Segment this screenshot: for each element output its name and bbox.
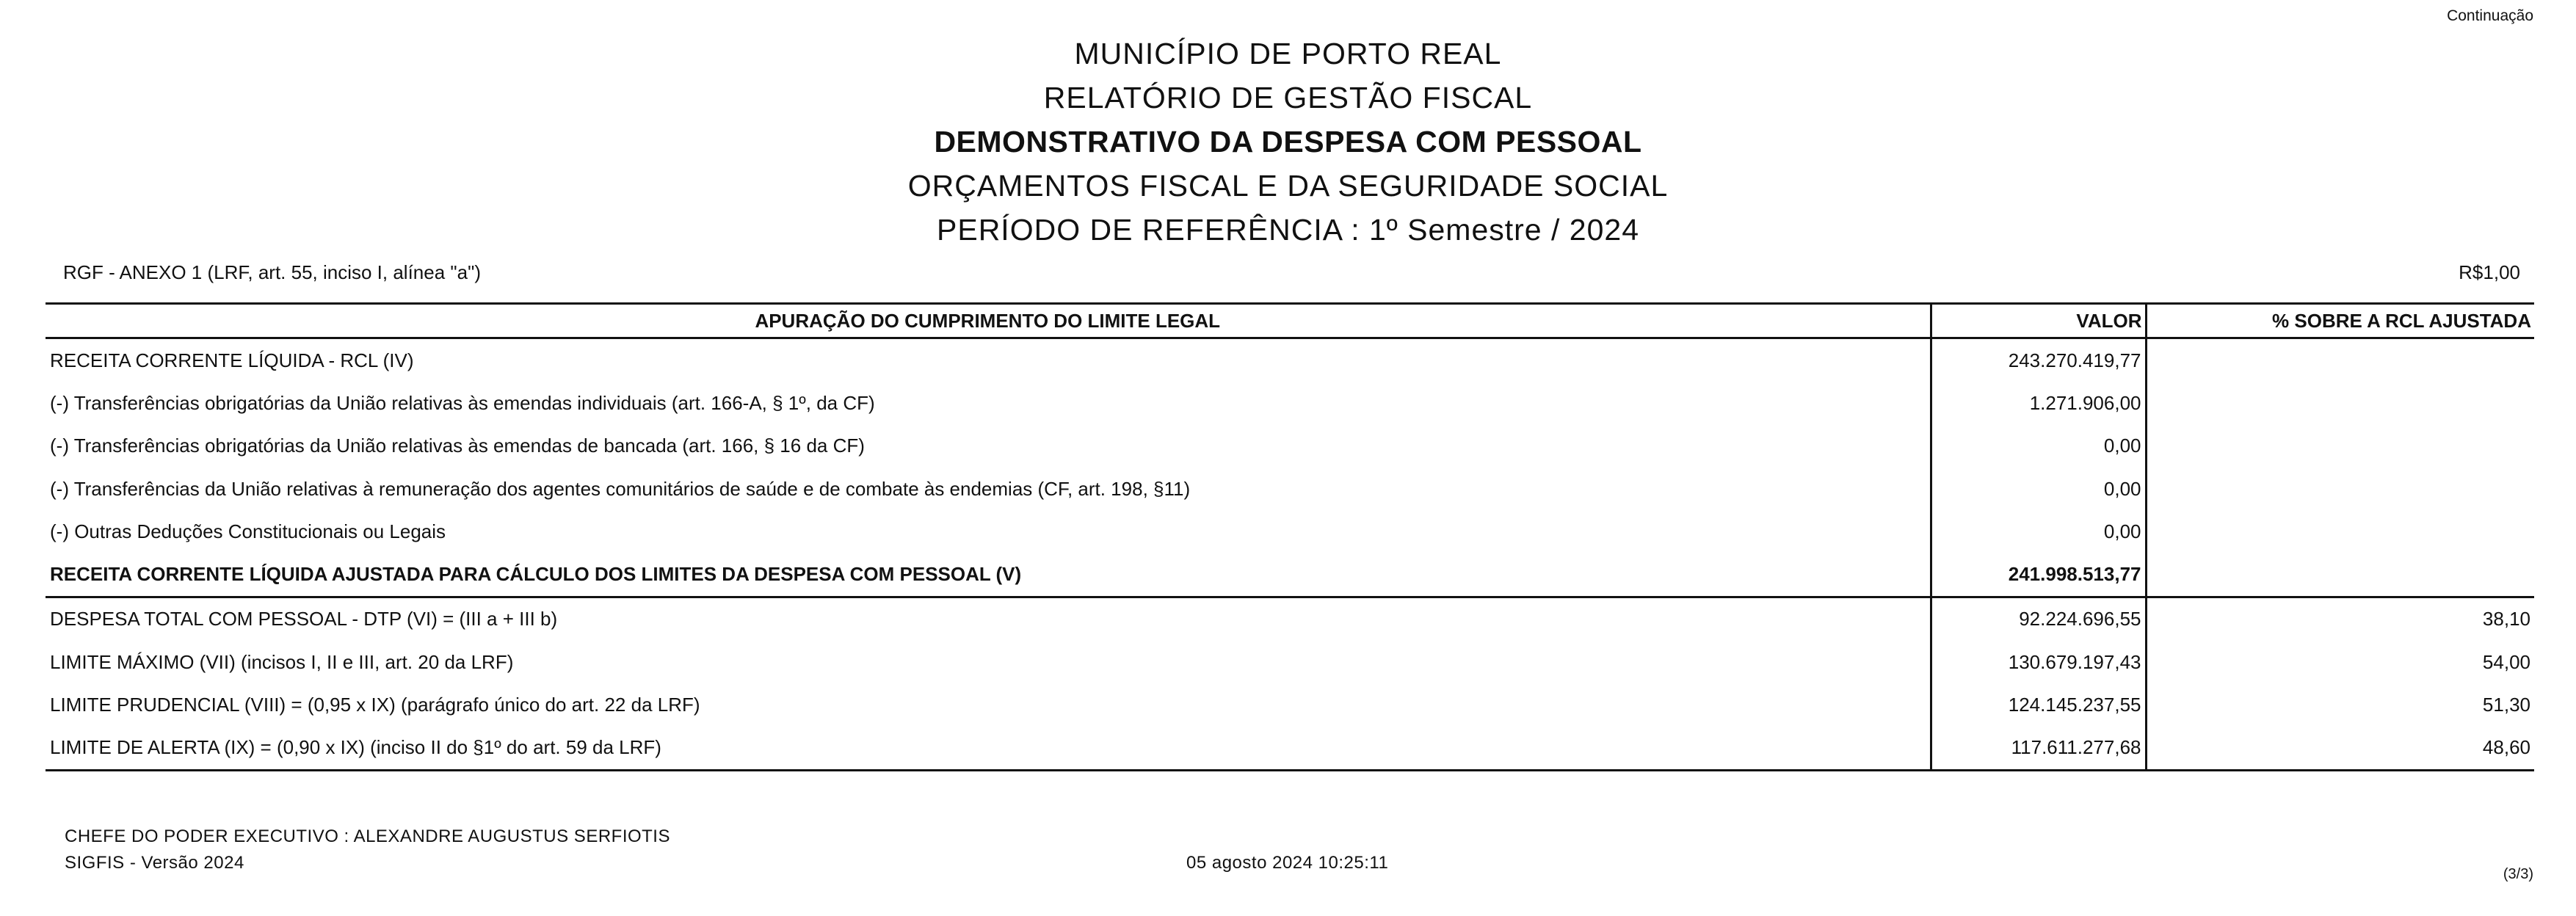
row-value: 0,00 [1931, 510, 2146, 553]
municipality-title: MUNICÍPIO DE PORTO REAL [1074, 37, 1502, 70]
column-header-value: VALOR [1931, 304, 2146, 338]
table-row-adjusted-rcl [46, 553, 2534, 597]
row-value: 117.611.277,68 [1931, 727, 2146, 771]
row-value: 241.998.513,77 [1931, 553, 2146, 597]
reference-period: PERÍODO DE REFERÊNCIA : 1º Semestre / 2024 [937, 213, 1639, 247]
table-row [46, 727, 2534, 771]
page-number: (3/3) [2503, 866, 2533, 882]
table-row [46, 683, 2534, 726]
annex-label: RGF - ANEXO 1 (LRF, art. 55, inciso I, alínea "a") [63, 261, 481, 283]
limit-compliance-table [46, 302, 2534, 771]
table-row [46, 425, 2534, 468]
system-version-label: SIGFIS - Versão 2024 [65, 853, 244, 873]
table-header-row [46, 304, 2534, 338]
continuation-label: Continuação [2447, 7, 2533, 24]
column-header-description: APURAÇÃO DO CUMPRIMENTO DO LIMITE LEGAL [46, 304, 1931, 338]
row-description: RECEITA CORRENTE LÍQUIDA - RCL (IV) [50, 349, 414, 371]
budget-title: ORÇAMENTOS FISCAL E DA SEGURIDADE SOCIAL [907, 169, 1669, 203]
row-value: 130.679.197,43 [1931, 641, 2146, 683]
generated-timestamp: 05 agosto 2024 10:25:11 [1186, 853, 1389, 873]
row-percent: 51,30 [2146, 683, 2534, 726]
table-row [46, 338, 2534, 382]
row-description: (-) Transferências obrigatórias da União relativas às emendas de bancada (art. 166, § 16 da CF) [50, 435, 865, 457]
row-percent [2146, 425, 2534, 468]
row-value: 0,00 [1931, 425, 2146, 468]
table-row [46, 468, 2534, 510]
row-description: LIMITE PRUDENCIAL (VIII) = (0,95 x IX) (parágrafo único do art. 22 da LRF) [50, 694, 700, 716]
report-title: RELATÓRIO DE GESTÃO FISCAL [1043, 81, 1533, 114]
row-description: (-) Outras Deduções Constitucionais ou Legais [50, 520, 446, 542]
row-percent [2146, 382, 2534, 424]
row-percent [2146, 468, 2534, 510]
row-value: 92.224.696,55 [1931, 597, 2146, 641]
row-percent [2146, 338, 2534, 382]
row-percent: 48,60 [2146, 727, 2534, 771]
row-description: LIMITE DE ALERTA (IX) = (0,90 x IX) (inciso II do §1º do art. 59 da LRF) [46, 727, 1931, 771]
table-row [46, 382, 2534, 424]
table-row [46, 510, 2534, 553]
row-percent [2146, 553, 2534, 597]
row-description: (-) Transferências da União relativas à remuneração dos agentes comunitários de saúde e de combate às endemias (CF, art. 198, §11) [50, 477, 1191, 500]
row-percent [2146, 510, 2534, 553]
row-description: LIMITE MÁXIMO (VII) (incisos I, II e III, art. 20 da LRF) [50, 650, 514, 673]
row-value: 0,00 [1931, 468, 2146, 510]
statement-title: DEMONSTRATIVO DA DESPESA COM PESSOAL [934, 125, 1642, 159]
row-percent: 38,10 [2146, 597, 2534, 641]
table-row [46, 597, 2534, 641]
row-value: 1.271.906,00 [1931, 382, 2146, 424]
row-percent: 54,00 [2146, 641, 2534, 683]
row-description: RECEITA CORRENTE LÍQUIDA AJUSTADA PARA CÁLCULO DOS LIMITES DA DESPESA COM PESSOAL (V) [50, 563, 1022, 586]
currency-label: R$1,00 [2459, 261, 2520, 283]
table-row [46, 641, 2534, 683]
row-description: (-) Transferências obrigatórias da União relativas às emendas individuais (art. 166-A, § 1º, da CF) [50, 391, 875, 414]
column-header-percent: % SOBRE A RCL AJUSTADA [2146, 304, 2534, 338]
executive-chief-label: CHEFE DO PODER EXECUTIVO : ALEXANDRE AUGUSTUS SERFIOTIS [65, 826, 670, 846]
row-description: DESPESA TOTAL COM PESSOAL - DTP (VI) = (III a + III b) [46, 597, 1931, 641]
row-value: 124.145.237,55 [1931, 683, 2146, 726]
row-value: 243.270.419,77 [1931, 338, 2146, 382]
